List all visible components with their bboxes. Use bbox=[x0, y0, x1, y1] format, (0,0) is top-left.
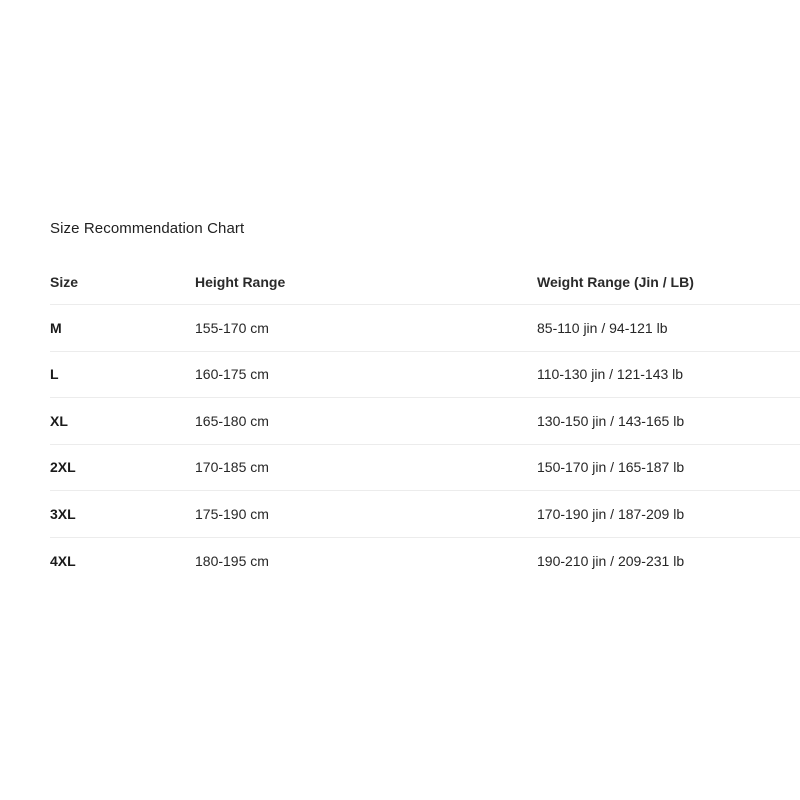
weight-cell: 110-130 jin / 121-143 lb bbox=[537, 366, 684, 383]
weight-cell: 85-110 jin / 94-121 lb bbox=[537, 319, 668, 336]
size-cell: L bbox=[50, 366, 59, 383]
chart-title: Size Recommendation Chart bbox=[50, 220, 245, 237]
size-cell: 3XL bbox=[50, 505, 76, 522]
header-height-range: Height Range bbox=[195, 273, 286, 290]
height-cell: 155-170 cm bbox=[195, 319, 269, 336]
size-cell: 2XL bbox=[50, 459, 76, 476]
size-table bbox=[50, 259, 800, 584]
table-row bbox=[50, 445, 800, 492]
table-header-row bbox=[50, 259, 800, 305]
header-size: Size bbox=[50, 273, 79, 290]
size-cell: M bbox=[50, 319, 62, 336]
size-cell: 4XL bbox=[50, 552, 76, 569]
table-row bbox=[50, 538, 800, 585]
header-weight-range: Weight Range (Jin / LB) bbox=[537, 273, 694, 290]
height-cell: 165-180 cm bbox=[195, 412, 269, 429]
weight-cell: 170-190 jin / 187-209 lb bbox=[537, 505, 685, 522]
table-row bbox=[50, 491, 800, 538]
table-row bbox=[50, 305, 800, 352]
height-cell: 170-185 cm bbox=[195, 459, 269, 476]
weight-cell: 130-150 jin / 143-165 lb bbox=[537, 412, 685, 429]
height-cell: 175-190 cm bbox=[195, 505, 269, 522]
weight-cell: 150-170 jin / 165-187 lb bbox=[537, 459, 685, 476]
weight-cell: 190-210 jin / 209-231 lb bbox=[537, 552, 685, 569]
height-cell: 160-175 cm bbox=[195, 366, 269, 383]
table-row bbox=[50, 398, 800, 445]
table-row bbox=[50, 352, 800, 399]
height-cell: 180-195 cm bbox=[195, 552, 269, 569]
size-cell: XL bbox=[50, 412, 68, 429]
